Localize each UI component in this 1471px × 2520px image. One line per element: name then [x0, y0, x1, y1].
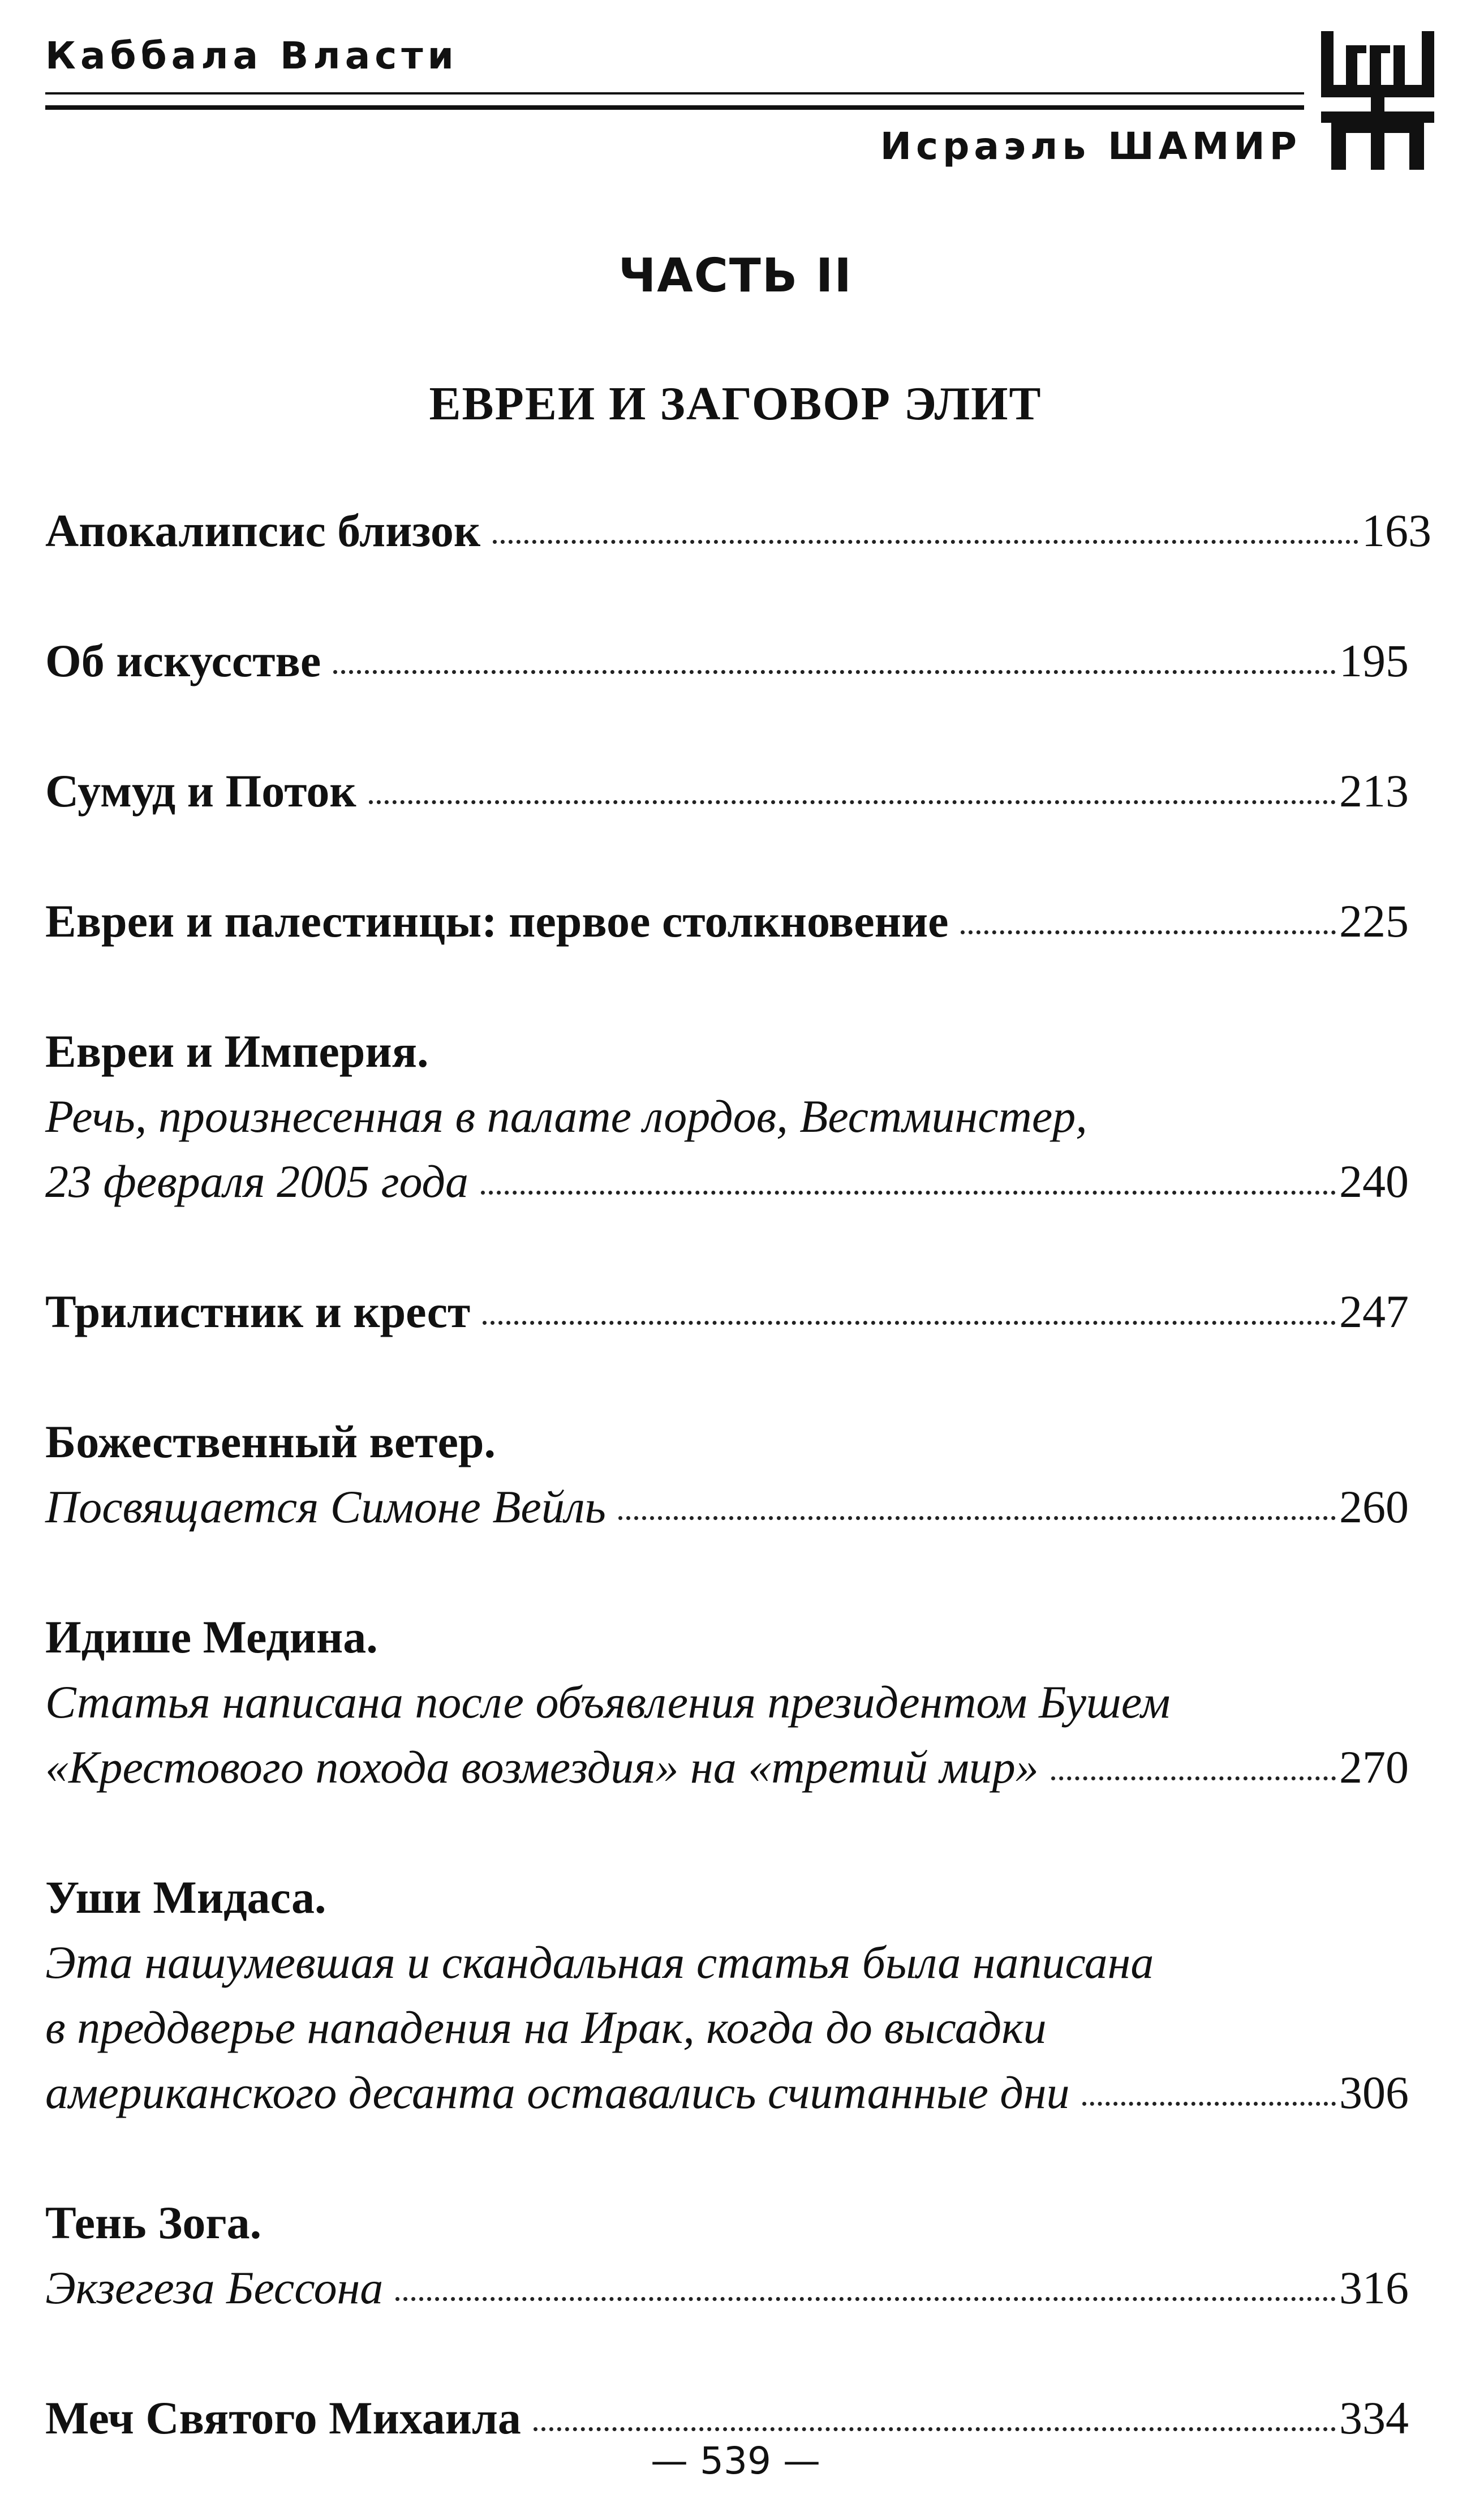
toc-entry-page: 213: [1339, 765, 1409, 817]
toc-entry-title: Тень Зога.: [45, 2197, 262, 2248]
dot-leader: [493, 540, 1358, 544]
toc-entry-page: 316: [1339, 2262, 1409, 2313]
toc-entry-page: 270: [1339, 1741, 1409, 1793]
toc-entry[interactable]: [45, 888, 1409, 954]
toc-entry-title: Трилистник и крест: [45, 1286, 471, 1337]
page-number: — 539 —: [651, 2439, 820, 2483]
toc-entry-page: 334: [1339, 2392, 1409, 2444]
dot-leader: [369, 800, 1336, 804]
toc-entry-page: 247: [1339, 1286, 1409, 1337]
toc-entry-title: Божественный ветер.: [45, 1416, 496, 1467]
toc-entry-page: 306: [1339, 2067, 1409, 2118]
toc-entry-subtitle: Статья написана после объявления президентом Бушем: [45, 1676, 1171, 1728]
toc-entry-page: 225: [1339, 895, 1409, 947]
toc-entry-subtitle: американского десанта оставались считанные дни: [45, 2067, 1070, 2118]
dot-leader: [1051, 1776, 1336, 1780]
toc-entry-page: 240: [1339, 1156, 1409, 1207]
toc-entry-title: Евреи и Империя.: [45, 1025, 429, 1077]
toc-entry-subtitle: в преддверье нападения на Ирак, когда до высадки: [45, 2002, 1047, 2053]
toc-entry[interactable]: [45, 758, 1409, 823]
toc-entry-subtitle: «Крестового похода возмездия» на «третий мир»: [45, 1741, 1039, 1793]
toc-entry-title: Идише Медина.: [45, 1611, 378, 1663]
running-header-author: Исраэль ШАМИР: [880, 125, 1301, 168]
dot-leader: [395, 2297, 1336, 2301]
part-title: ЧАСТЬ II: [618, 249, 853, 303]
table-of-contents: [45, 498, 1431, 2515]
toc-entry-page: 195: [1339, 635, 1409, 686]
toc-entry-subtitle: 23 февраля 2005 года: [45, 1156, 468, 1207]
toc-entry-title: Меч Святого Михаила: [45, 2392, 521, 2444]
toc-entry[interactable]: [45, 1604, 1409, 1800]
dot-leader: [483, 1321, 1336, 1325]
dot-leader: [333, 670, 1336, 674]
toc-entry-subtitle: Экзегеза Бессона: [45, 2262, 384, 2313]
toc-entry[interactable]: [45, 498, 1431, 563]
running-header-book-title: Каббала Власти: [45, 34, 458, 78]
toc-entry-subtitle: Эта нашумевшая и скандальная статья была написана: [45, 1937, 1154, 1988]
toc-entry-subtitle: Посвящается Симоне Вейль: [45, 1481, 606, 1532]
toc-entry[interactable]: [45, 1019, 1409, 1214]
menorah-logo-icon: [1321, 31, 1434, 170]
dot-leader: [1082, 2102, 1336, 2106]
toc-entry[interactable]: [45, 1865, 1409, 2125]
section-title: ЕВРЕИ И ЗАГОВОР ЭЛИТ: [429, 377, 1042, 430]
toc-entry[interactable]: [45, 1409, 1409, 1539]
header-rule-thin: [45, 92, 1304, 95]
dot-leader: [618, 1516, 1336, 1520]
toc-entry-page: 163: [1362, 505, 1431, 556]
header-rule-thick: [45, 105, 1304, 110]
dot-leader: [961, 930, 1336, 934]
toc-entry-title: Сумуд и Поток: [45, 765, 356, 817]
toc-entry-title: Апокалипсис близок: [45, 505, 481, 556]
toc-entry[interactable]: [45, 628, 1409, 693]
toc-entry-subtitle: Речь, произнесенная в палате лордов, Вестминстер,: [45, 1091, 1087, 1142]
toc-entry-title: Уши Мидаса.: [45, 1871, 326, 1923]
toc-entry-page: 260: [1339, 1481, 1409, 1532]
dot-leader: [481, 1191, 1336, 1195]
toc-entry-title: Об искусстве: [45, 635, 321, 686]
toc-entry[interactable]: [45, 2190, 1409, 2320]
dot-leader: [534, 2427, 1336, 2431]
toc-entry[interactable]: [45, 1279, 1409, 1344]
toc-entry-title: Евреи и палестинцы: первое столкновение: [45, 895, 949, 947]
